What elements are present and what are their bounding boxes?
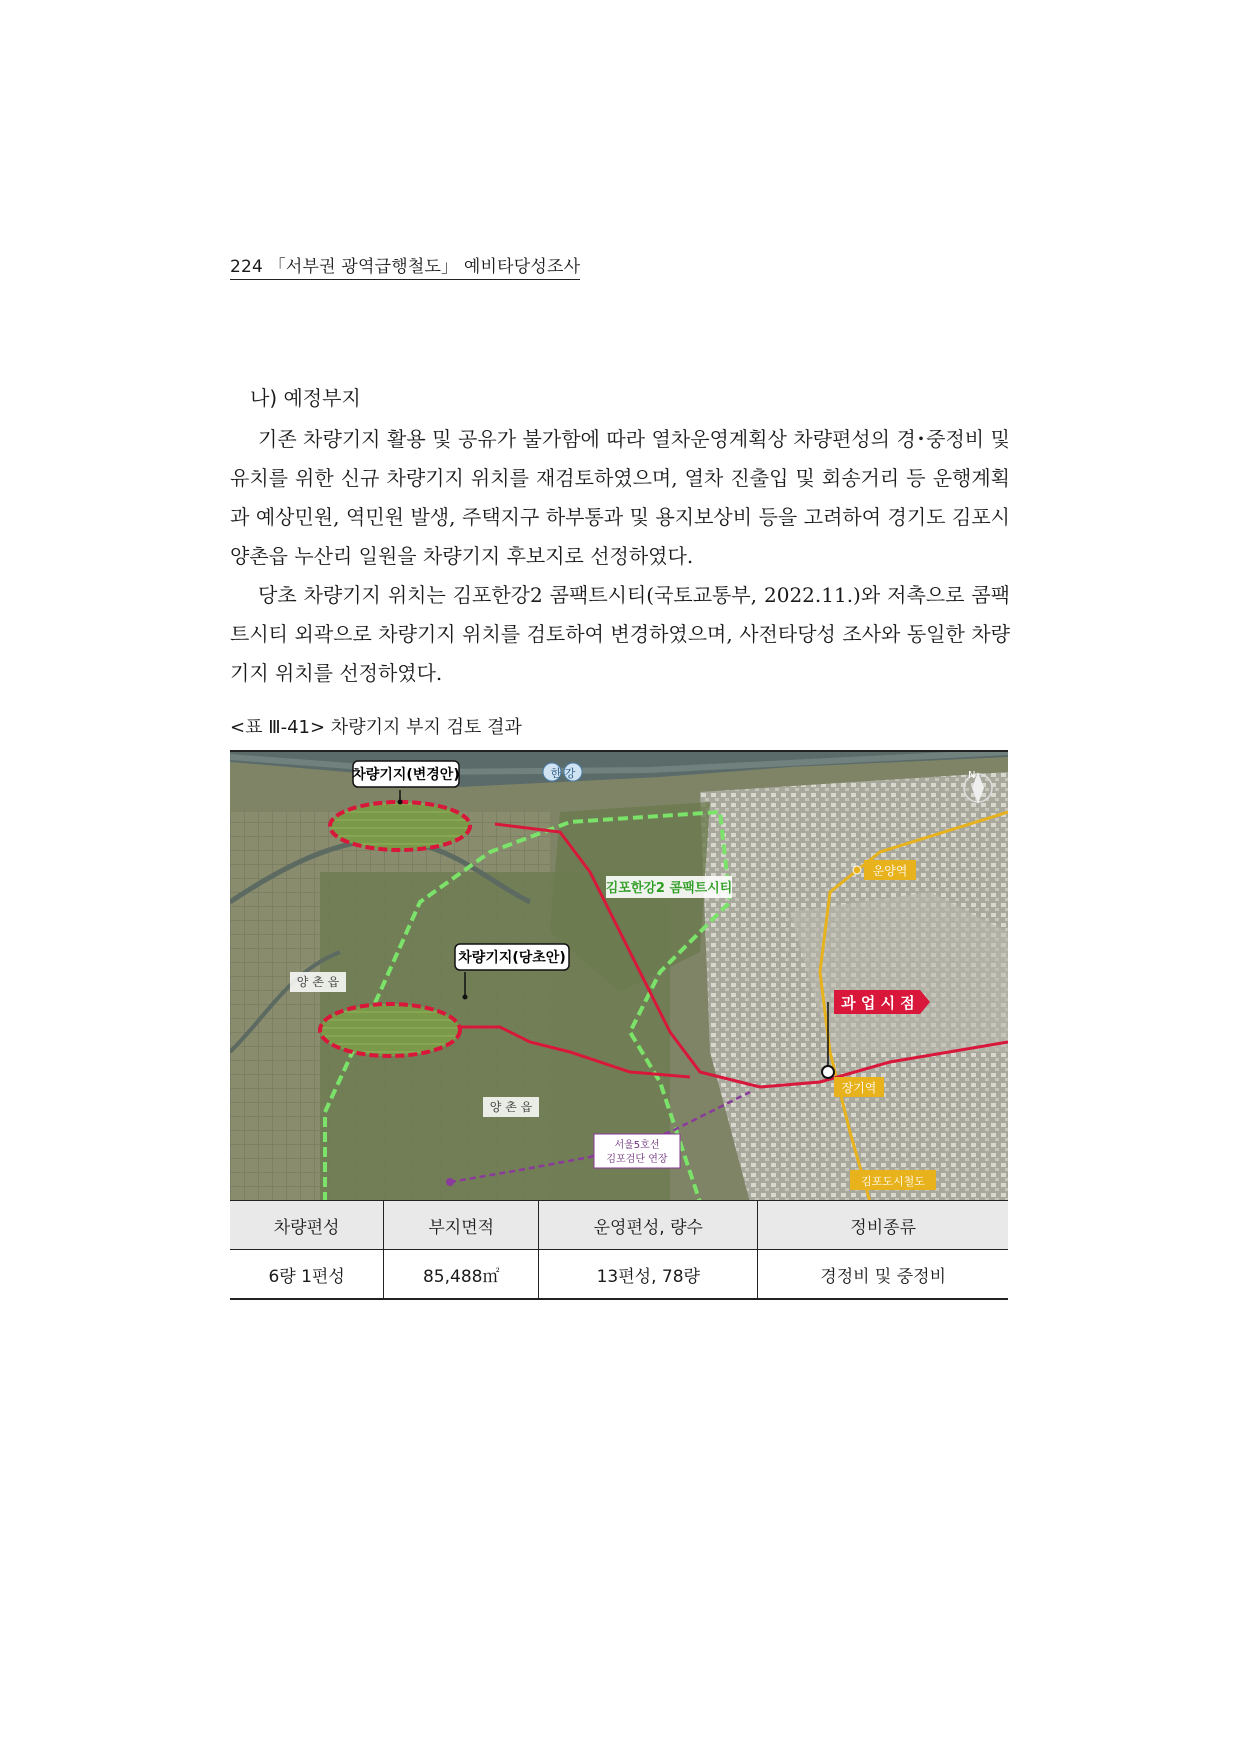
svg-text:김포한강2 콤팩트시티: 김포한강2 콤팩트시티 [605, 881, 733, 896]
cell-train-formation: 6량 1편성 [230, 1250, 384, 1300]
svg-text:장기역: 장기역 [841, 1081, 877, 1095]
label-gimpo-railway [850, 1170, 936, 1190]
svg-text:차량기지(당초안): 차량기지(당초안) [458, 950, 566, 966]
svg-text:양 촌 읍: 양 촌 읍 [489, 1100, 533, 1114]
header-maintenance-type: 정비종류 [758, 1201, 1008, 1250]
depot-site-map [230, 750, 1008, 1202]
svg-text:과 업 시 점: 과 업 시 점 [841, 994, 915, 1012]
table-caption: <표 Ⅲ-41> 차량기지 부지 검토 결과 [230, 717, 522, 738]
page-number: 224 [230, 257, 264, 277]
page-header [230, 252, 580, 280]
svg-text:김포도시철도: 김포도시철도 [861, 1175, 925, 1188]
svg-text:차량기지(변경안): 차량기지(변경안) [352, 767, 460, 783]
table-header-row [230, 1201, 1008, 1250]
label-compact-city [606, 876, 733, 898]
header-operation-sets: 운영편성, 량수 [539, 1201, 758, 1250]
depot-review-table [230, 1200, 1008, 1300]
cell-maintenance-type: 경정비 및 중정비 [758, 1250, 1008, 1300]
body-paragraph-1: 기존 차량기지 활용 및 공유가 불가함에 따라 열차운영계획상 차량편성의 경･중정비 및 유치를 위한 신규 차량기지 위치를 재검토하였으며, 열차 진출입 및 회송거리 등 운행계획과 예상민원, 역민원 발생, 주택지구 하부통과 및 용지보상비 등을 고려하여 경기도 김포시 양촌읍 누산리 일원을 차량기지 후보지로 선정하였다. [230, 427, 1010, 568]
label-depot-original [455, 944, 569, 970]
label-line5-extension [594, 1134, 680, 1168]
header-train-formation: 차량편성 [230, 1201, 384, 1250]
label-yangchon-2 [483, 1097, 539, 1117]
label-yangchon-1 [290, 972, 346, 992]
depot-original-site [320, 1004, 460, 1056]
svg-text:서울5호선: 서울5호선 [614, 1140, 660, 1151]
cell-operation-sets: 13편성, 78량 [539, 1250, 758, 1300]
svg-text:운양역: 운양역 [872, 864, 908, 878]
svg-text:한 강: 한 강 [550, 767, 576, 780]
cell-site-area: 85,488㎡ [384, 1250, 539, 1300]
label-depot-changed [352, 761, 459, 787]
header-site-area: 부지면적 [384, 1201, 539, 1250]
svg-text:N: N [968, 770, 976, 781]
svg-text:김포검단 연장: 김포검단 연장 [606, 1154, 668, 1165]
table-row [230, 1250, 1008, 1300]
line5-start-marker [446, 1178, 454, 1186]
svg-text:양 촌 읍: 양 촌 읍 [296, 975, 340, 989]
body-paragraph-2: 당초 차량기지 위치는 김포한강2 콤팩트시티(국토교통부, 2022.11.)와 저촉으로 콤팩트시티 외곽으로 차량기지 위치를 검토하여 변경하였으며, 사전타당성 조사와 동일한 차량기지 위치를 선정하였다. [230, 583, 1010, 685]
depot-changed-site [330, 802, 470, 850]
document-title: 「서부권 광역급행철도」 예비타당성조사 [268, 257, 581, 277]
section-title: 나) 예정부지 [250, 386, 361, 410]
